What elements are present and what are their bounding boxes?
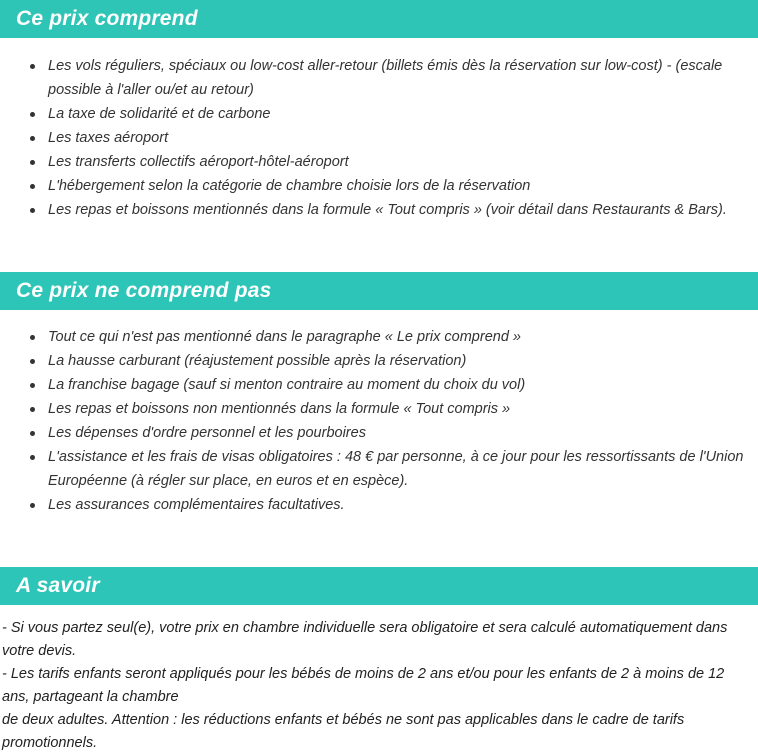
list-item: Les repas et boissons non mentionnés dans la formule « Tout compris »: [48, 397, 744, 421]
note-paragraph: - Si vous partez seul(e), votre prix en chambre individuelle sera obligatoire et sera calculé automatiquement dans votre devis.: [2, 620, 728, 659]
section-title-price-excludes: Ce prix ne comprend pas: [0, 272, 758, 310]
section-title-price-includes: Ce prix comprend: [0, 0, 758, 38]
list-item: Les dépenses d'ordre personnel et les pourboires: [48, 421, 744, 445]
note-paragraph: de deux adultes. Attention : les réductions enfants et bébés ne sont pas applicables dans le cadre de tarifs promotionnels.: [2, 712, 685, 751]
list-item: La taxe de solidarité et de carbone: [48, 102, 744, 126]
section-price-excludes: [0, 272, 758, 517]
list-item: Les assurances complémentaires facultatives.: [48, 493, 744, 517]
section-price-includes: [0, 0, 758, 222]
price-includes-list: [0, 38, 758, 222]
price-excludes-list: [0, 310, 758, 517]
list-item: Les taxes aéroport: [48, 126, 744, 150]
good-to-know-notes: [0, 605, 758, 755]
list-item: La hausse carburant (réajustement possible après la réservation): [48, 349, 744, 373]
list-item: Les transferts collectifs aéroport-hôtel-aéroport: [48, 150, 744, 174]
note-paragraph: - Les tarifs enfants seront appliqués pour les bébés de moins de 2 ans et/ou pour les enfants de 2 à moins de 12 ans, partageant la chambre: [2, 666, 725, 705]
section-spacer: [0, 222, 758, 272]
section-title-good-to-know: A savoir: [0, 567, 758, 605]
section-good-to-know: [0, 567, 758, 755]
list-item: L'assistance et les frais de visas obligatoires : 48 € par personne, à ce jour pour les ressortissants de l'Union Européenne (à régler sur place, en euros et en espèce).: [48, 445, 744, 493]
list-item: La franchise bagage (sauf si menton contraire au moment du choix du vol): [48, 373, 744, 397]
list-item: Les vols réguliers, spéciaux ou low-cost aller-retour (billets émis dès la réservation sur low-cost) - (escale possible à l'aller ou/et au retour): [48, 54, 744, 102]
list-item: Tout ce qui n'est pas mentionné dans le paragraphe « Le prix comprend »: [48, 325, 744, 349]
section-spacer: [0, 517, 758, 567]
list-item: L'hébergement selon la catégorie de chambre choisie lors de la réservation: [48, 174, 744, 198]
list-item: Les repas et boissons mentionnés dans la formule « Tout compris » (voir détail dans Restaurants & Bars).: [48, 198, 744, 222]
